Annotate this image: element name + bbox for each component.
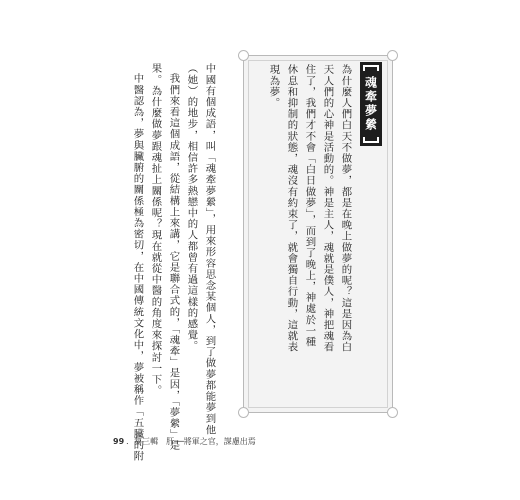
page-number: 99: [113, 437, 125, 446]
box-corner-ornament: [238, 407, 249, 418]
body-text-line: 果。為什麼做夢跟魂扯上關係呢？現在就從中醫的角度來探討一下。: [149, 63, 162, 396]
box-corner-ornament: [387, 407, 398, 418]
running-footer-text: ．第三輯 肝──將軍之官，謀慮出焉: [126, 437, 256, 446]
body-text-line: 中醫認為，夢與臟腑的關係極為密切，在中國傳統文化中，夢被稱作「五臟的附: [131, 73, 144, 462]
box-corner-ornament: [238, 50, 249, 61]
sidebar-line: 休息和抑制的狀態，魂沒有約束了，就會獨自行動，這就表: [285, 64, 298, 353]
body-text-line: 中國有個成語，叫「魂牽夢縈」，用來形容思念某個人，到了做夢都能夢到他: [203, 63, 216, 436]
sidebar-title: [360, 62, 382, 146]
box-corner-ornament: [387, 50, 398, 61]
body-text-line: （她）的地步，相信許多熱戀中的人都曾有過這樣的感覺。: [185, 63, 198, 352]
sidebar-line: 住了，我們才不會「白日做夢」，而到了晚上，神處於一種: [303, 64, 316, 348]
sidebar-line: 現為夢。: [267, 64, 280, 109]
sidebar-line: 天人們的心神是活動的。神是主人，魂就是僕人，神把魂看: [321, 64, 334, 353]
sidebar-title-text: 魂牽夢縈: [363, 76, 378, 132]
page-footer: [113, 436, 256, 447]
sidebar-line: 為什麼人們白天不做夢，都是在晚上做夢的呢？這是因為白: [339, 64, 352, 353]
body-text-line: 我們來看這個成語，從結構上來講，它是聯合式的，「魂牽」是因，「夢縈」是: [167, 73, 180, 452]
